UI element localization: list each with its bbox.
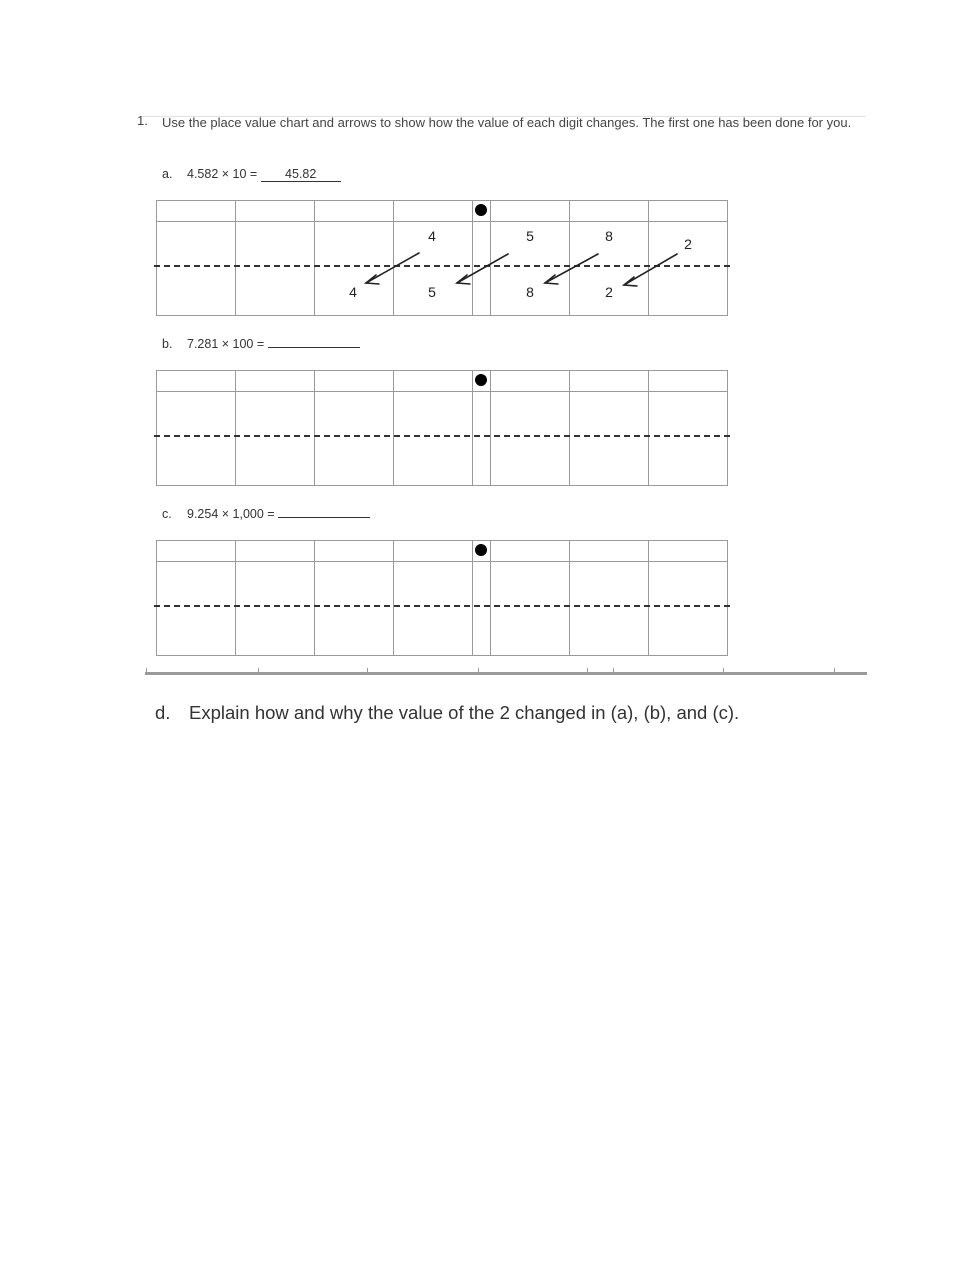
bottom-digit: 2 <box>605 284 613 300</box>
page-divider <box>145 672 867 675</box>
ruler-tick <box>146 668 147 673</box>
arrow-icon <box>624 254 677 286</box>
answer-field[interactable]: 45.82 <box>261 167 341 182</box>
place-value-chart-b <box>156 370 728 486</box>
problem-expression: 9.254 × 1,000 = <box>187 507 275 521</box>
problem-label: b. <box>162 337 173 351</box>
problem-b <box>162 337 360 351</box>
ruler-tick <box>478 668 479 673</box>
problem-label: a. <box>162 167 173 181</box>
part-d-label: d. <box>155 702 171 723</box>
problem-expression: 7.281 × 100 = <box>187 337 265 351</box>
problem-expression: 4.582 × 10 = <box>187 167 258 181</box>
bottom-digit: 5 <box>428 284 436 300</box>
question-number: 1. <box>137 113 148 128</box>
ruler-tick <box>367 668 368 673</box>
ruler-tick <box>834 668 835 673</box>
bottom-digit: 4 <box>349 284 357 300</box>
ruler-tick <box>258 668 259 673</box>
arrow-icon <box>366 253 419 284</box>
top-digit: 8 <box>605 228 613 244</box>
ruler-tick <box>587 668 588 673</box>
question-text: Use the place value chart and arrows to show how the value of each digit changes. The first one has been done for you. <box>162 115 852 130</box>
top-digit: 2 <box>684 236 692 252</box>
answer-field[interactable] <box>268 347 360 348</box>
dashed-divider <box>154 605 730 607</box>
part-d <box>155 702 739 724</box>
arrow-icon <box>545 254 598 284</box>
ruler-tick <box>613 668 614 673</box>
ruler-tick <box>723 668 724 673</box>
place-value-chart-c <box>156 540 728 656</box>
top-digit: 5 <box>526 228 534 244</box>
bottom-digit: 8 <box>526 284 534 300</box>
decimal-point-dot <box>475 374 487 386</box>
arrow-icon <box>457 254 508 284</box>
part-d-text: Explain how and why the value of the 2 changed in (a), (b), and (c). <box>189 702 740 723</box>
problem-c <box>162 507 370 521</box>
dashed-divider <box>154 435 730 437</box>
problem-label: c. <box>162 507 172 521</box>
top-digit: 4 <box>428 228 436 244</box>
answer-field[interactable] <box>278 517 370 518</box>
decimal-point-dot <box>475 544 487 556</box>
